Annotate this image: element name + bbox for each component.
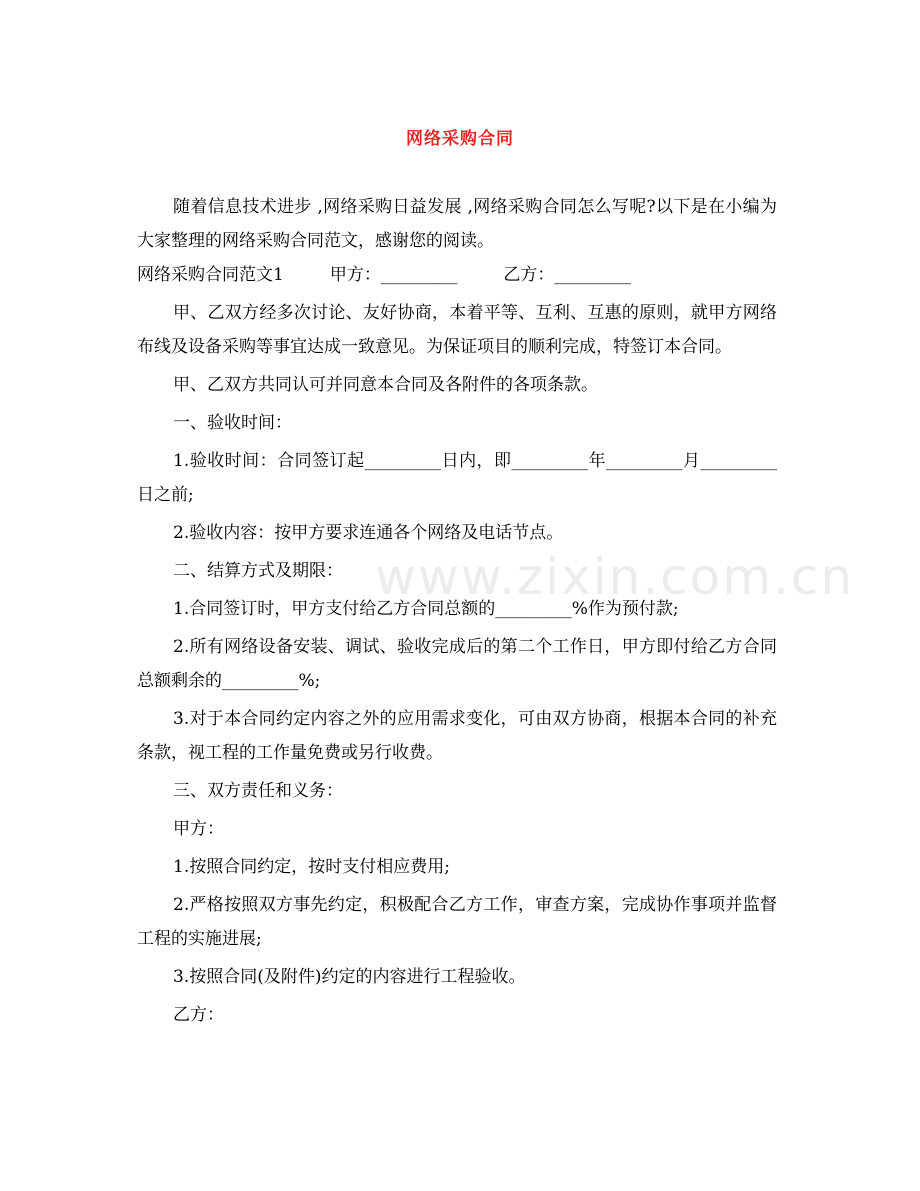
section-heading-settlement: 二、结算方式及期限： [173,561,343,581]
party-a-field: 甲方：_________ [329,265,458,285]
party-b-field: 乙方：_________ [503,265,631,285]
clause-acceptance-time: 1.验收时间：合同签订起_________日内，即_________年_________月_________日之前; [137,451,777,505]
paragraph-intro: 随着信息技术进步 ,网络采购日益发展 ,网络采购合同怎么写呢?以下是在小编为大家整理的网络采购合同范文，感谢您的阅读。 [137,197,777,251]
section-heading-acceptance-time: 一、验收时间： [173,413,292,433]
contract-sample-label: 网络采购合同范文1 [137,265,284,285]
party-b-heading: 乙方： [173,1005,224,1025]
party-a-duty-1: 1.按照合同约定，按时支付相应费用; [173,857,450,877]
clause-acceptance-content: 2.验收内容：按甲方要求连通各个网络及电话节点。 [173,523,564,543]
paragraph-preamble: 甲、乙双方经多次讨论、友好协商，本着平等、互利、互惠的原则，就甲方网络布线及设备采购等事宜达成一致意见。为保证项目的顺利完成，特签订本合同。 [137,303,777,357]
clause-final-payment: 2.所有网络设备安装、调试、验收完成后的第二个工作日，甲方即付给乙方合同总额剩余的_________%; [137,637,777,691]
clause-prepayment: 1.合同签订时，甲方支付给乙方合同总额的_________%作为预付款; [173,599,679,619]
document-title: 网络采购合同 [406,129,514,149]
paragraph-agreement: 甲、乙双方共同认可并同意本合同及各附件的各项条款。 [173,375,598,395]
party-a-duty-3: 3.按照合同(及附件)约定的内容进行工程验收。 [173,967,526,987]
party-a-heading: 甲方： [173,819,224,839]
party-a-duty-2: 2.严格按照双方事先约定，积极配合乙方工作，审查方案，完成协作事项并监督工程的实施进展; [137,895,777,949]
section-heading-responsibilities: 三、双方责任和义务： [173,781,343,801]
watermark: www.zixin.com.cn [375,548,855,606]
clause-change-requests: 3.对于本合同约定内容之外的应用需求变化，可由双方协商，根据本合同的补充条款，视工程的工作量免费或另行收费。 [137,709,777,763]
document-body [137,190,777,1032]
contract-header-line [137,258,777,292]
